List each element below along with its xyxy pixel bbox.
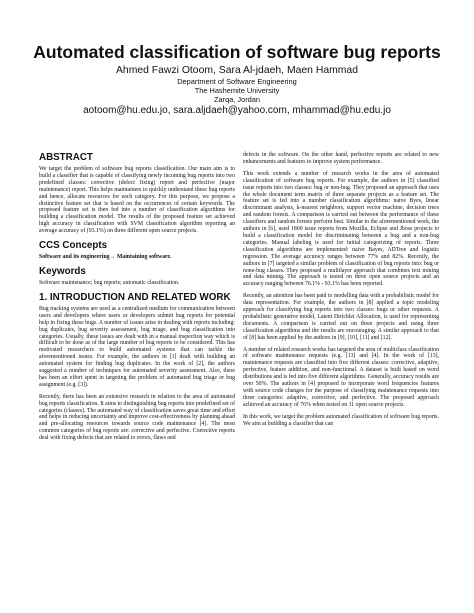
university: The Hashemite University [194, 86, 280, 95]
author-list: Ahmed Fawzi Otoom, Sara Al-jdaeh, Maen Hammad [116, 65, 358, 76]
body-paragraph-4: A number of related research works has targeted the area of multiclass classification of software maintenance requests (e.g. [13] and [4]. In the work of [13], maintenance requests are classified into five different classes: corrective, adaptive, perfective, feature addition, and non-functional. A dataset is built based on word distributions and is fed into five different algorithms. Generally, accuracy results are over 50%. The authors in [4] proposed to incorporate word frequencies features with source code changes for the purpose of classifying maintenance requests into three categories: adaptive, corrective, and perfective. The proposed approach achieved an accuracy of 76% when tested on 11 open source projects. [243, 346, 439, 408]
author-emails: aotoom@hu.edu.jo, sara.aljdaeh@yahoo.com, mhammad@hu.edu.jo [83, 105, 391, 116]
body-paragraph-5: In this work, we target the problem automated classification of software bug reports. We aim at building a classifier that can [243, 413, 439, 427]
right-column [243, 152, 439, 433]
location: Zarqa, Jordan [213, 95, 260, 104]
left-column [39, 152, 235, 447]
body-paragraph-2: This work extends a number of research works in the area of automated classification of software bug reports. For example, the authors in [5] classified issue reports into two classes: bug or non-bug. They proposed an approach that uses the whole document term matrix of three separate projects as a feature set. The feature set is fed into a number classification algorithms: naive Byes, linear discriminant analysis, k-nearest neighbors, support vector machine, decision trees and random forests. A comparison is carried out between the performance of these classifiers and random forests perform best. Similar to the aforementioned work, the authors in [6], used 1800 issue reports from Mozilla, Eclipse and Jboss projects to build a classification model for discriminating between a bug and a non-bug categories. Manual labeling is used for initial categorizing of reports. Three classification algorithms are implemented: naive Bayes, ADTree and logistic regression. The average accuracy ranges between 77% and 82%. Recently, the authors in [7] targeted a similar problem of classification of bug reports into: bug or none-bug classes. They proposed a multilayer approach that combines text mining and data mining. The approach is tested on three open source projects and an accuracy ranging between 76.1% - 93.1% has been reported. [243, 170, 439, 288]
body-paragraph-3: Recently, an attention has been paid to modelling data with a probabilistic model for data representation. For example, the authors in [8] applied a topic modeling approach for classifying bug reports into two classes: bugs or other requests. A probabilistic generative model, Latent Dirichlet Allocation, is used for representing documents. A comparison is carried out on three projects and using three classification algorithms and the results are encouraging. A similar approach to that of [8] has been applied by the authors in [9], [10], [11] and [12]. [243, 293, 439, 341]
intro-paragraph-1: Bug tracking systems are used as a centralized medium for communication between users and developers where users or developers submit bug reports for potential help in fixing these bugs. A number of issues arise in dealing with reports including: bug duplicates, bug severity assessment, bug triage, and bug classification into categories. Usually, these issues are dealt with in a manual inspection way which is difficult to be done as of the large number of bug reports to be considered. This has motivated researchers to build automated systems that can tackle the aforementioned issues. For example, the authors in [1] dealt with building an automated system for finding bug duplicates. In the work of [2], the authors suggested a number of techniques for automated severity assessment. Also, there has been an effort spent in targeting the problem of automated bug triage or bug assignment (e.g. [3]). [39, 305, 235, 388]
abstract-text: We target the problem of software bug reports classification. Our main aim is to build a classifier that is capable of classifying newly incoming bug reports into two predefined classes: corrective (defect fixing) report and perfective (major maintenance) report. This helps maintainers to quickly understand these bug reports and hence, allocate resources for each category. For this purpose, we propose a distinctive feature set that is based on the occurrences of certain keywords. The proposed feature set is then fed into a number of classification algorithms for building a classification model. The results of the proposed feature set achieved high accuracy in classification with SVM classification algorithm reporting an average accuracy of (93.1%) on three different open source projects. [39, 166, 235, 235]
body-paragraph-1: defects in the software. On the other hand, perfective reports are related to new enhancements and features to improve system performance. [243, 152, 439, 165]
department: Department of Software Engineering [177, 77, 297, 86]
introduction-heading: 1. INTRODUCTION AND RELATED WORK [39, 291, 231, 303]
paper-title: Automated classification of software bug reports [33, 42, 441, 62]
ccs-text: Software and its engineering→ Maintaining software. [39, 254, 172, 261]
intro-paragraph-2: Recently, there has been an extensive research in relation to the area of automated bug reports classification. It aims to distinguishing bug reports into predefined set of categories (classes). The automated way of classification saves great time and effort and helps in reducing uncertainty and improve cost-effectiveness by planning ahead and pre-allocating resources towards source code maintenance [4]. The most common categories of bug reports are: corrective and perfective. Corrective reports deal with fixing defects that are related to errors, flaws and [39, 393, 235, 442]
ccs-heading: CCS Concepts [39, 240, 108, 252]
abstract-heading: ABSTRACT [39, 152, 93, 163]
keywords-text: Software maintenance; bug reports; automatic classification. [39, 279, 180, 286]
keywords-heading: Keywords [39, 265, 86, 277]
paper-header [0, 42, 474, 117]
